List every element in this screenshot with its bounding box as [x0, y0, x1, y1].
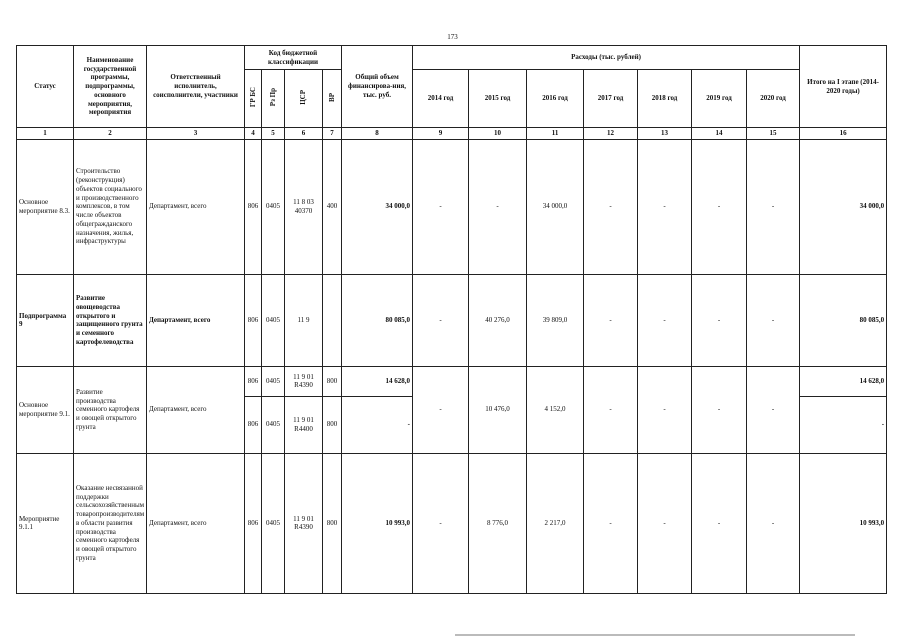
row-rzpr: 0405 — [262, 274, 285, 366]
row-name: Развитие овощеводства открытого и защищенного грунта и семенного картофелеводства — [74, 274, 147, 366]
row-status: Мероприятие 9.1.1 — [17, 453, 74, 593]
row-2018: - — [638, 139, 692, 274]
header-vr: ВР — [327, 92, 336, 102]
col-number: 14 — [692, 128, 747, 140]
col-number: 4 — [245, 128, 262, 140]
row-name: Развитие производства семенного картофеля и овощей открытого грунта — [74, 366, 147, 453]
scan-edge-line — [455, 634, 855, 636]
row-2018: - — [638, 274, 692, 366]
header-year: 2015 год — [469, 70, 527, 128]
row-itogo: 10 993,0 — [800, 453, 887, 593]
row-grbs: 806 — [245, 274, 262, 366]
row-total: - — [342, 396, 413, 453]
row-2016: 4 152,0 — [527, 366, 584, 453]
row-vr — [323, 274, 342, 366]
row-rzpr: 0405 — [262, 139, 285, 274]
header-year: 2017 год — [584, 70, 638, 128]
row-name: Строительство (реконструкция) объектов социального и производственного комплексов, в том числе объектов общегражданского назначения, жилья, инфраструктуры — [74, 139, 147, 274]
row-2017: - — [584, 366, 638, 453]
column-number-row — [17, 128, 887, 140]
row-2016: 39 809,0 — [527, 274, 584, 366]
row-2016: 2 217,0 — [527, 453, 584, 593]
row-responsible: Департамент, всего — [147, 366, 245, 453]
row-rzpr: 0405 — [262, 396, 285, 453]
header-year: 2019 год — [692, 70, 747, 128]
row-itogo: 80 085,0 — [800, 274, 887, 366]
col-number: 1 — [17, 128, 74, 140]
row-vr: 800 — [323, 366, 342, 396]
row-responsible: Департамент, всего — [147, 139, 245, 274]
row-csr: 11 9 01 R4390 — [285, 366, 323, 396]
row-2019: - — [692, 453, 747, 593]
row-itogo: - — [800, 396, 887, 453]
row-2020: - — [747, 139, 800, 274]
header-year: 2020 год — [747, 70, 800, 128]
row-vr: 400 — [323, 139, 342, 274]
col-number: 5 — [262, 128, 285, 140]
row-csr: 11 9 01 R4400 — [285, 396, 323, 453]
header-program-name: Наименование государственной программы, подпрограммы, основного мероприятия, мероприятия — [74, 46, 147, 128]
col-number: 7 — [323, 128, 342, 140]
header-total-volume: Общий объем финансирова-ния, тыс. руб. — [342, 46, 413, 128]
header-year: 2014 год — [413, 70, 469, 128]
table-row — [17, 366, 887, 396]
row-2019: - — [692, 366, 747, 453]
header-status: Статус — [17, 46, 74, 128]
row-vr: 800 — [323, 453, 342, 593]
row-grbs: 806 — [245, 139, 262, 274]
row-2019: - — [692, 139, 747, 274]
col-number: 3 — [147, 128, 245, 140]
row-2015: - — [469, 139, 527, 274]
col-number: 9 — [413, 128, 469, 140]
row-status: Основное мероприятие 8.3. — [17, 139, 74, 274]
row-total: 34 000,0 — [342, 139, 413, 274]
row-rzpr: 0405 — [262, 453, 285, 593]
row-grbs: 806 — [245, 453, 262, 593]
header-grbs: ГР БС — [248, 87, 257, 108]
col-number: 12 — [584, 128, 638, 140]
row-rzpr: 0405 — [262, 366, 285, 396]
row-itogo: 34 000,0 — [800, 139, 887, 274]
row-vr: 800 — [323, 396, 342, 453]
header-rzpr: Рз Пр — [268, 88, 277, 107]
row-2020: - — [747, 366, 800, 453]
row-2015: 10 476,0 — [469, 366, 527, 453]
row-csr: 11 8 03 40370 — [285, 139, 323, 274]
budget-table — [16, 45, 887, 594]
row-2016: 34 000,0 — [527, 139, 584, 274]
row-grbs: 806 — [245, 366, 262, 396]
row-2015: 40 276,0 — [469, 274, 527, 366]
col-number: 11 — [527, 128, 584, 140]
col-number: 8 — [342, 128, 413, 140]
row-status: Основное мероприятие 9.1. — [17, 366, 74, 453]
row-2017: - — [584, 274, 638, 366]
row-2014: - — [413, 139, 469, 274]
row-status: Подпрограмма 9 — [17, 274, 74, 366]
col-number: 16 — [800, 128, 887, 140]
row-grbs: 806 — [245, 396, 262, 453]
row-csr: 11 9 01 R4390 — [285, 453, 323, 593]
row-2017: - — [584, 453, 638, 593]
col-number: 6 — [285, 128, 323, 140]
row-name: Оказание несвязанной поддержки сельскохозяйственным товаропроизводителям в области развития производства семенного картофеля и овощей открытого грунта — [74, 453, 147, 593]
table-row — [17, 453, 887, 593]
row-2017: - — [584, 139, 638, 274]
row-2014: - — [413, 366, 469, 453]
col-number: 15 — [747, 128, 800, 140]
header-budget-code: Код бюджетной классификации — [245, 46, 342, 70]
col-number: 2 — [74, 128, 147, 140]
header-year: 2018 год — [638, 70, 692, 128]
header-itogo: Итого на I этапе (2014-2020 годы) — [800, 46, 887, 128]
row-2018: - — [638, 453, 692, 593]
row-total: 80 085,0 — [342, 274, 413, 366]
page-number: 173 — [447, 33, 458, 41]
row-2020: - — [747, 274, 800, 366]
row-2014: - — [413, 453, 469, 593]
row-2014: - — [413, 274, 469, 366]
col-number: 13 — [638, 128, 692, 140]
row-csr: 11 9 — [285, 274, 323, 366]
row-2018: - — [638, 366, 692, 453]
row-2020: - — [747, 453, 800, 593]
row-2015: 8 776,0 — [469, 453, 527, 593]
header-expenses: Расходы (тыс. рублей) — [413, 46, 800, 70]
header-year: 2016 год — [527, 70, 584, 128]
table-row — [17, 139, 887, 274]
table-row — [17, 274, 887, 366]
row-total: 10 993,0 — [342, 453, 413, 593]
row-itogo: 14 628,0 — [800, 366, 887, 396]
row-responsible: Департамент, всего — [147, 274, 245, 366]
row-responsible: Департамент, всего — [147, 453, 245, 593]
row-2019: - — [692, 274, 747, 366]
row-total: 14 628,0 — [342, 366, 413, 396]
header-csr: ЦСР — [299, 89, 308, 105]
col-number: 10 — [469, 128, 527, 140]
header-responsible: Ответственный исполнитель, соисполнители, участники — [147, 46, 245, 128]
